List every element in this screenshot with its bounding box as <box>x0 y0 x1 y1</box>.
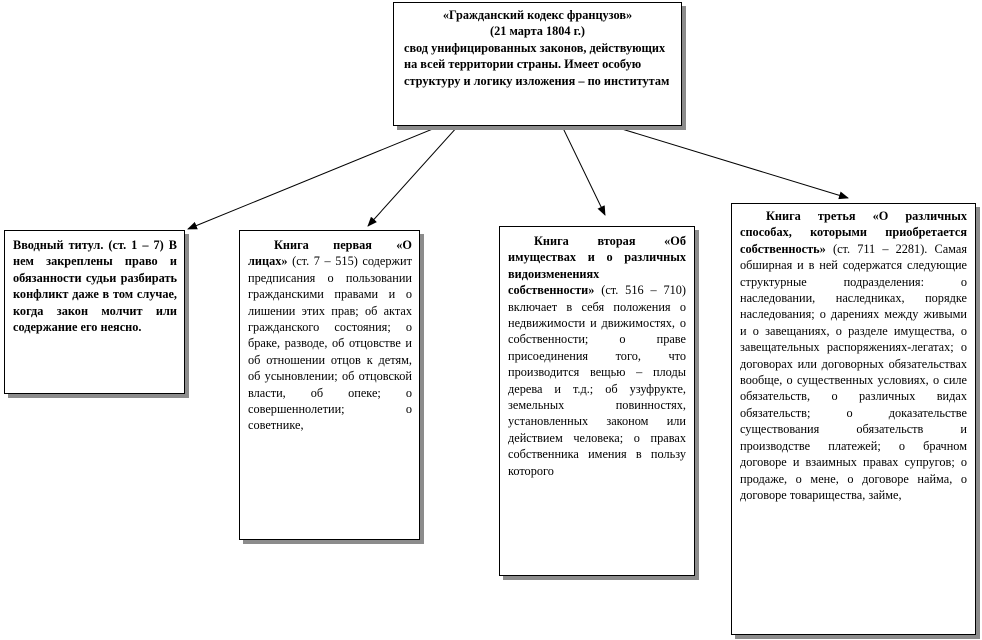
book-two-heading: Книга вторая «Об имуществах и о различных видоизменениях собственности» <box>508 234 686 298</box>
intro-heading: Вводный титул <box>13 238 101 252</box>
book-one-box <box>239 230 420 540</box>
root-date: (21 марта 1804 г.) <box>489 24 586 39</box>
book-two-body: (ст. 516 – 710) включает в себя положения о недвижимости и движимостях, о собственности; о праве присоединения того, что производится вещью – плоды дерева и т.д.; об узуфрукте, земельных повинностях, установленных законом или действием человека; о правах собственника имения в пользу которого <box>508 283 686 478</box>
intro-body: . (ст. 1 – 7) В нем закреплены право и обязанности судьи разбирать конфликт даже в том случае, когда закон молчит или содержание его неясно. <box>13 238 177 335</box>
book-three-text <box>740 208 967 503</box>
book-three-heading: Книга третья «О различных способах, которыми приобретается собственность» <box>740 209 967 256</box>
book-three-body: (ст. 711 – 2281). Самая обширная и в ней содержатся следующие структурные подразделения: о наследовании, наследниках, порядке наследования; о дарениях между живыми и о завещаниях, о разделе имущества, о завещательных распоряжениях-легатах; о договорах или договорных обязательствах вообще, о существенных условиях, о силе обязательств, о различных видах обязательств; о доказательстве существования обязательств и производстве платежей; о брачном договоре и взаимных правах супругов; о продаже, о мене, о договоре найма, о договоре товарищества, займе, <box>740 241 967 502</box>
arrow-to-book-two <box>562 126 605 215</box>
arrow-to-book-three <box>612 126 848 198</box>
root-title: «Гражданский кодекс французов» <box>442 8 633 22</box>
book-one-body: (ст. 7 – 515) содержит предписания о пользовании гражданскими правами и о лишении этих прав; об актах гражданского состояния; о браке, разводе, об отцовстве и об отношении отцов к детям, об усыновлении; об отцовской власти, об опеке; о совершеннолетии; о советнике, <box>248 254 412 433</box>
root-description: свод унифицированных законов, действующих на всей территории страны. Имеет особую структуру и логику изложения – по институтам <box>404 40 670 88</box>
intro-title-box <box>4 230 185 394</box>
intro-text <box>13 237 177 335</box>
civil-code-root-box <box>393 2 682 126</box>
book-three-box <box>731 203 976 635</box>
book-one-heading: Книга первая «О лицах» <box>248 238 412 269</box>
book-two-box <box>499 226 695 576</box>
arrow-to-intro <box>188 126 440 229</box>
book-one-text <box>248 237 412 434</box>
arrow-to-book-one <box>368 126 458 226</box>
book-two-text <box>508 233 686 479</box>
